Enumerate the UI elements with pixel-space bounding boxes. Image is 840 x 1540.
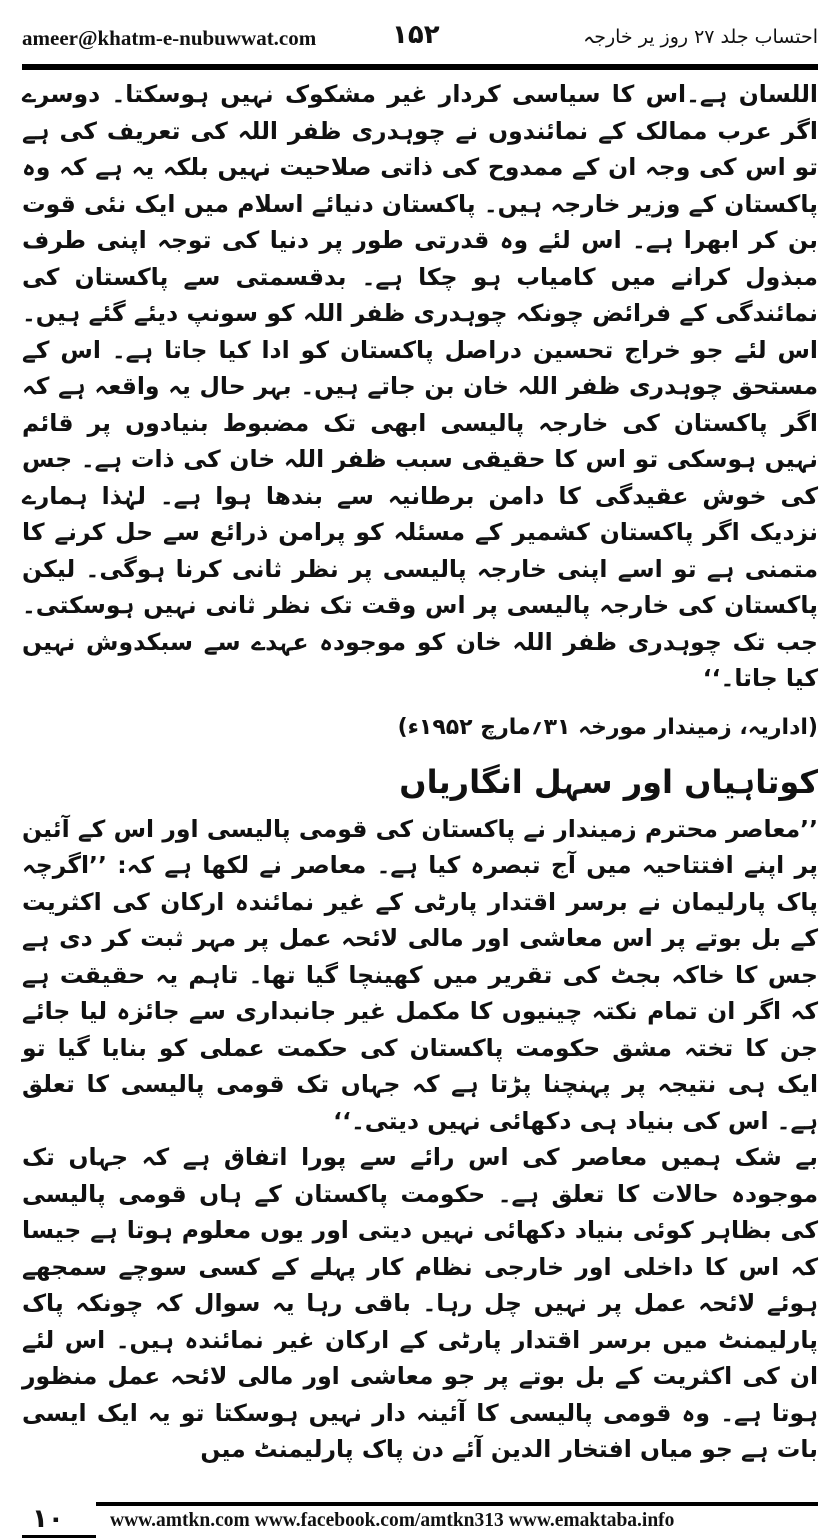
paragraph: بے شک ہمیں معاصر کی اس رائے سے پورا اتفاق ہے کہ جہاں تک موجودہ حالات کا تعلق ہے۔ حکومت پاکستان کے ہاں قومی پالیسی کی بظاہر کوئی بنیاد دکھائی نہیں دیتی اور یوں معلوم ہوتا ہے جیسا کہ اس کا داخلی اور خارجی نظام کار پہلے کے کسی سوچے سمجھے ہوئے لائحہ عمل پر نہیں چل رہا۔ باقی رہا یہ سوال کہ چونکہ پاک پارلیمنٹ میں برسر اقتدار پارٹی کے ارکان غیر نمائندہ ہیں۔ اس لئے ان کی اکثریت کے بل بوتے پر جو معاشی اور مالی لائحہ عمل منظور ہوتا ہے۔ وہ قومی پالیسی کا آئینہ دار نہیں ہوسکتا تو یہ ایک ایسی بات ہے جو میاں افتخار الدین آئے دن پاک پارلیمنٹ میں: [22, 1143, 818, 1463]
page-header: [22, 18, 818, 62]
paragraph: اللسان ہے۔اس کا سیاسی کردار غیر مشکوک نہیں ہوسکتا۔ دوسرے اگر عرب ممالک کے نمائندوں نے چوہدری ظفر اللہ کی تعریف کی ہے تو اس کی وجہ ان کے ممدوح کی ذاتی صلاحیت نہیں بلکہ یہ ہے کہ وہ پاکستان کے وزیر خارجہ ہیں۔ پاکستان دنیائے اسلام میں ایک نئی قوت بن کر ابھرا ہے۔ اس لئے وہ قدرتی طور پر دنیا کی توجہ اپنی طرف مبذول کرانے میں کامیاب ہو چکا ہے۔ بدقسمتی سے پاکستان کی نمائندگی کے فرائض چونکہ چوہدری ظفر اللہ کو سونپ دیئے گئے ہیں۔ اس لئے جو خراج تحسین دراصل پاکستان کو ادا کیا جاتا ہے۔ اس کے مستحق چوہدری ظفر اللہ خان بن جاتے ہیں۔ بہر حال یہ واقعہ ہے کہ اگر پاکستان کی خارجہ پالیسی ابھی تک مضبوط بنیادوں پر قائم نہیں ہوسکی تو اس کا حقیقی سبب ظفر اللہ خان کی ذات ہے۔ جس کی خوش عقیدگی کا دامن برطانیہ سے بندھا ہوا ہے۔ لہٰذا ہمارے نزدیک اگر پاکستان کشمیر کے مسئلہ کو پرامن ذرائع سے حل کرنے کا متمنی ہے تو اسے اپنی خارجہ پالیسی پر نظر ثانی کرنا ہوگی۔ لیکن پاکستان کی خارجہ پالیسی پر اس وقت تک نظر ثانی نہیں ہوسکتی۔ جب تک چوہدری ظفر اللہ خان کو موجودہ عہدے سے سبکدوش نہیں کیا جاتا۔‘‘: [22, 80, 818, 692]
header-email: ameer@khatm-e-nubuwwat.com: [22, 26, 317, 50]
header-rule: [22, 64, 818, 70]
page-body: [22, 76, 818, 1468]
footer-links: www.amtkn.com www.facebook.com/amtkn313 www.emaktaba.info: [110, 1510, 675, 1531]
section-heading: کوتاہیاں اور سہل انگاریاں: [399, 762, 818, 801]
footer-page-number: ۱۰: [32, 1504, 64, 1534]
page-footer: [22, 1502, 818, 1538]
footer-page-box: [22, 1502, 96, 1538]
running-title: احتساب جلد ۲۷ روز یر خارجہ: [583, 26, 818, 48]
footer-rule: [96, 1502, 818, 1506]
paragraph: ’’معاصر محترم زمیندار نے پاکستان کی قومی پالیسی اور اس کے آئین پر اپنے افتتاحیہ میں آج تبصرہ کیا ہے۔ معاصر نے لکھا ہے کہ: ’’اگرچہ پاک پارلیمان نے برسر اقتدار پارٹی کے غیر نمائندہ ارکان کی اکثریت کے بل بوتے پر اس معاشی اور مالی لائحہ عمل پر مہر ثبت کر دی ہے جس کا خاکہ بجٹ کی تقریر میں کھینچا گیا تھا۔ تاہم یہ حقیقت ہے کہ اگر ان تمام نکتہ چینیوں کا مکمل غیر جانبداری سے جائزہ لیا جائے جن کا تختہ مشق حکومت پاکستان کی حکمت عملی کو بنایا گیا تو ایک ہی نتیجہ پر پہنچنا پڑتا ہے کہ جہاں تک قومی پالیسی کا تعلق ہے۔ اس کی بنیاد ہی دکھائی نہیں دیتی۔‘‘: [22, 814, 818, 1135]
header-page-number: ۱۵۲: [392, 20, 440, 50]
citation: (اداریہ، زمیندار مورخہ ۳۱؍مارچ ۱۹۵۲ء): [397, 714, 818, 740]
